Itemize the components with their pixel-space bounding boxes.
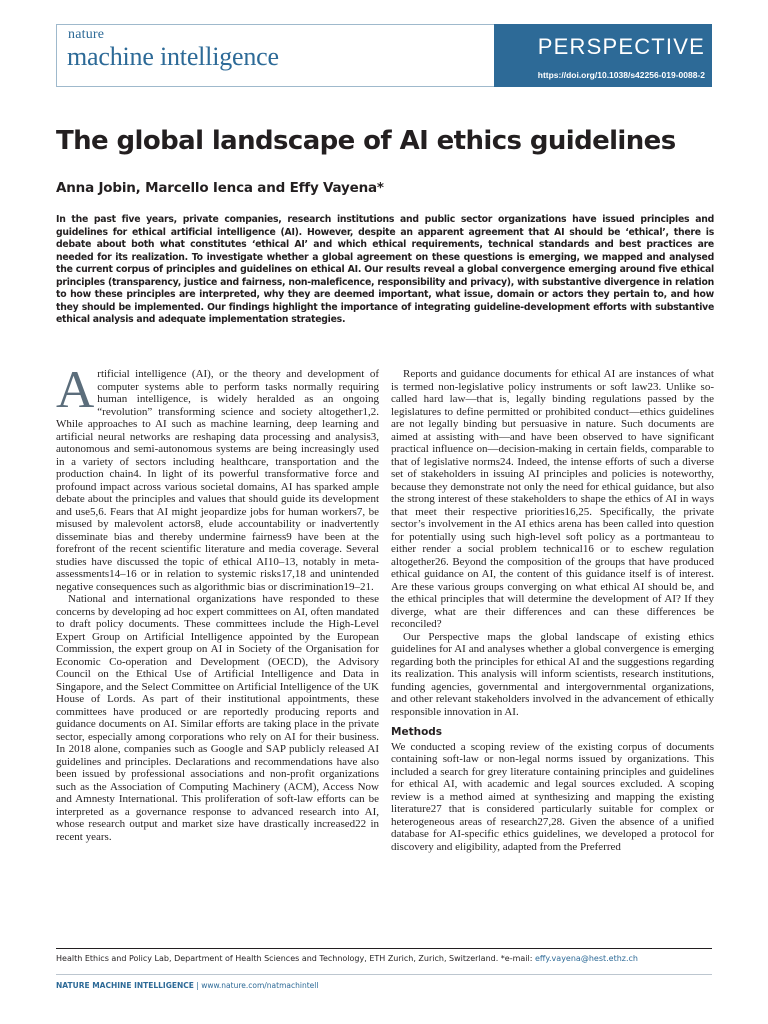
corresponding-email-link[interactable]: effy.vayena@hest.ethz.ch (534, 954, 638, 963)
body-paragraph: Our Perspective maps the global landscape of existing ethics guidelines for AI and analyses whether a global convergence is emerging regarding both the principles for ethical AI and the suggestions regarding its realization. This analysis will inform scientists, research institutions, funding agencies, governmental and intergovernmental organizations, and other relevant stakeholders involved in the advancement of ethically responsible innovation in AI. (391, 630, 714, 718)
affiliation-note (56, 954, 712, 963)
article-type-label: PERSPECTIVE (537, 34, 705, 59)
footer-divider (56, 974, 712, 975)
footer-divider (56, 948, 712, 949)
body-column-right (391, 368, 714, 853)
intro-paragraph (56, 361, 379, 593)
doi-link[interactable]: https://doi.org/10.1038/s42256-019-0088-2 (537, 70, 705, 80)
drop-cap: A (56, 361, 95, 419)
article-title: The global landscape of AI ethics guidelines (56, 126, 676, 156)
footer-journal-name: NATURE MACHINE INTELLIGENCE (56, 981, 194, 990)
journal-logo-nature: nature (68, 27, 105, 42)
methods-paragraph: We conducted a scoping review of the existing corpus of documents containing soft-law or non-legal norms issued by organizations. This included a search for grey literature containing principles and guidelines for ethical AI, with academic and legal sources excluded. A scoping review is a method aimed at synthesizing and mapping the existing literature27 that is considered particularly suitable for complex or heterogeneous areas of research27,28. Given the absence of a unified database for AI-specific ethics guidelines, we developed a protocol for discovery and eligibility, adapted from the Preferred (391, 740, 714, 853)
footer-journal-url[interactable]: www.nature.com/natmachintell (201, 981, 319, 990)
body-column-left (56, 361, 379, 843)
section-heading-methods: Methods (391, 726, 443, 738)
body-paragraph: National and international organizations have responded to these concerns by developing ad hoc expert committees on AI, often mandated to draft policy documents. These committees include the High-Level Expert Group on Artificial Intelligence appointed by the European Commission, the expert group on AI in Society of the Organisation for Economic Co-operation and Development (OECD), the Advisory Council on the Ethical Use of Artificial Intelligence and Data in Singapore, and the Select Committee on Artificial Intelligence of the UK House of Lords. As part of their institutional appointments, these committees have produced or are reportedly producing reports and guidance documents on AI. Similar efforts are taking place in the private sector, especially among corporations who rely on AI for their business. In 2018 alone, companies such as Google and SAP publicly released AI guidelines and principles. Declarations and recommendations have also been issued by professional associations and non-profit organizations such as the Association of Computing Machinery (ACM), Access Now and Amnesty International. This proliferation of soft-law efforts can be interpreted as a governance response to advanced research into AI, whose research output and market size have drastically increased22 in recent years. (56, 593, 379, 843)
journal-logo-title: machine intelligence (67, 42, 279, 71)
footer-separator: | (193, 981, 202, 990)
footer-journal-line (56, 981, 318, 990)
author-list: Anna Jobin, Marcello Ienca and Effy Vayena* (56, 180, 384, 196)
abstract: In the past five years, private companies, research institutions and public sector organizations have issued principles and guidelines for ethical artificial intelligence (AI). However, despite an apparent agreement that AI should be ‘ethical’, there is debate about both what constitutes ‘ethical AI’ and which ethical requirements, technical standards and best practices are needed for its realization. To investigate whether a global agreement on these questions is emerging, we mapped and analysed the current corpus of principles and guidelines on ethical AI. Our results reveal a global convergence emerging around five ethical principles (transparency, justice and fairness, non-maleficence, responsibility and privacy), with substantive divergence in relation to how these principles are interpreted, why they are deemed important, what issue, domain or actors they pertain to, and how they should be implemented. Our findings highlight the importance of integrating guideline-development efforts with substantive ethical analysis and adequate implementation strategies. (56, 214, 714, 325)
body-paragraph: Reports and guidance documents for ethical AI are instances of what is termed non-legislative policy instruments or soft law23. Unlike so-called hard law—that is, legally binding regulations passed by the legislatures to define permitted or prohibited conduct—ethics guidelines are not legally binding but persuasive in nature. Such documents are aimed at assisting with—and have been observed to have significant practical influence on—decision-making in certain fields, comparable to that of legislative norms24. Indeed, the intense efforts of such a diverse set of stakeholders in issuing AI principles and policies is noteworthy, because they demonstrate not only the need for ethical guidance, but also the strong interest of these stakeholders to shape the ethics of AI in ways that meet their respective priorities16,25. Specifically, the private sector’s involvement in the AI ethics arena has been called into question for potentially using such high-level soft policy as a portmanteau to either render a social problem technical16 or to eschew regulation altogether26. Beyond the composition of the groups that have produced ethical guidance on AI, the content of this guidance itself is of interest. Are these various groups converging on what ethical AI should be, and the ethical principles that will determine the development of AI? If they diverge, what are their differences and can these differences be reconciled? (391, 368, 714, 630)
intro-text: rtificial intelligence (AI), or the theory and development of computer systems able to perform tasks normally requiring human intelligence, is widely heralded as an ongoing “revolution” transforming science and society altogether1,2. While approaches to AI such as machine learning, deep learning and artificial neural networks are reshaping data processing and analysis3, autonomous and semi-autonomous systems are being increasingly used in a variety of sectors including healthcare, transportation and the production chain4. In light of its powerful transformative force and profound impact across various societal domains, AI has sparked ample debate about the principles and values that should guide its development and use5,6. Fears that AI might jeopardize jobs for human workers7, be misused by malevolent actors8, elude accountability or inadvertently disseminate bias and thereby undermine fairness9 have been at the forefront of the recent scientific literature and media coverage. Several studies have discussed the topic of ethical AI10–13, notably in meta-assessments14–16 or in relation to systemic risks17,18 and unintended negative consequences such as algorithmic bias or discrimination19–21. (56, 368, 379, 593)
affiliation-text: Health Ethics and Policy Lab, Department of Health Sciences and Technology, ETH Zurich, Zurich, Switzerland. *e-mail: (56, 954, 535, 963)
